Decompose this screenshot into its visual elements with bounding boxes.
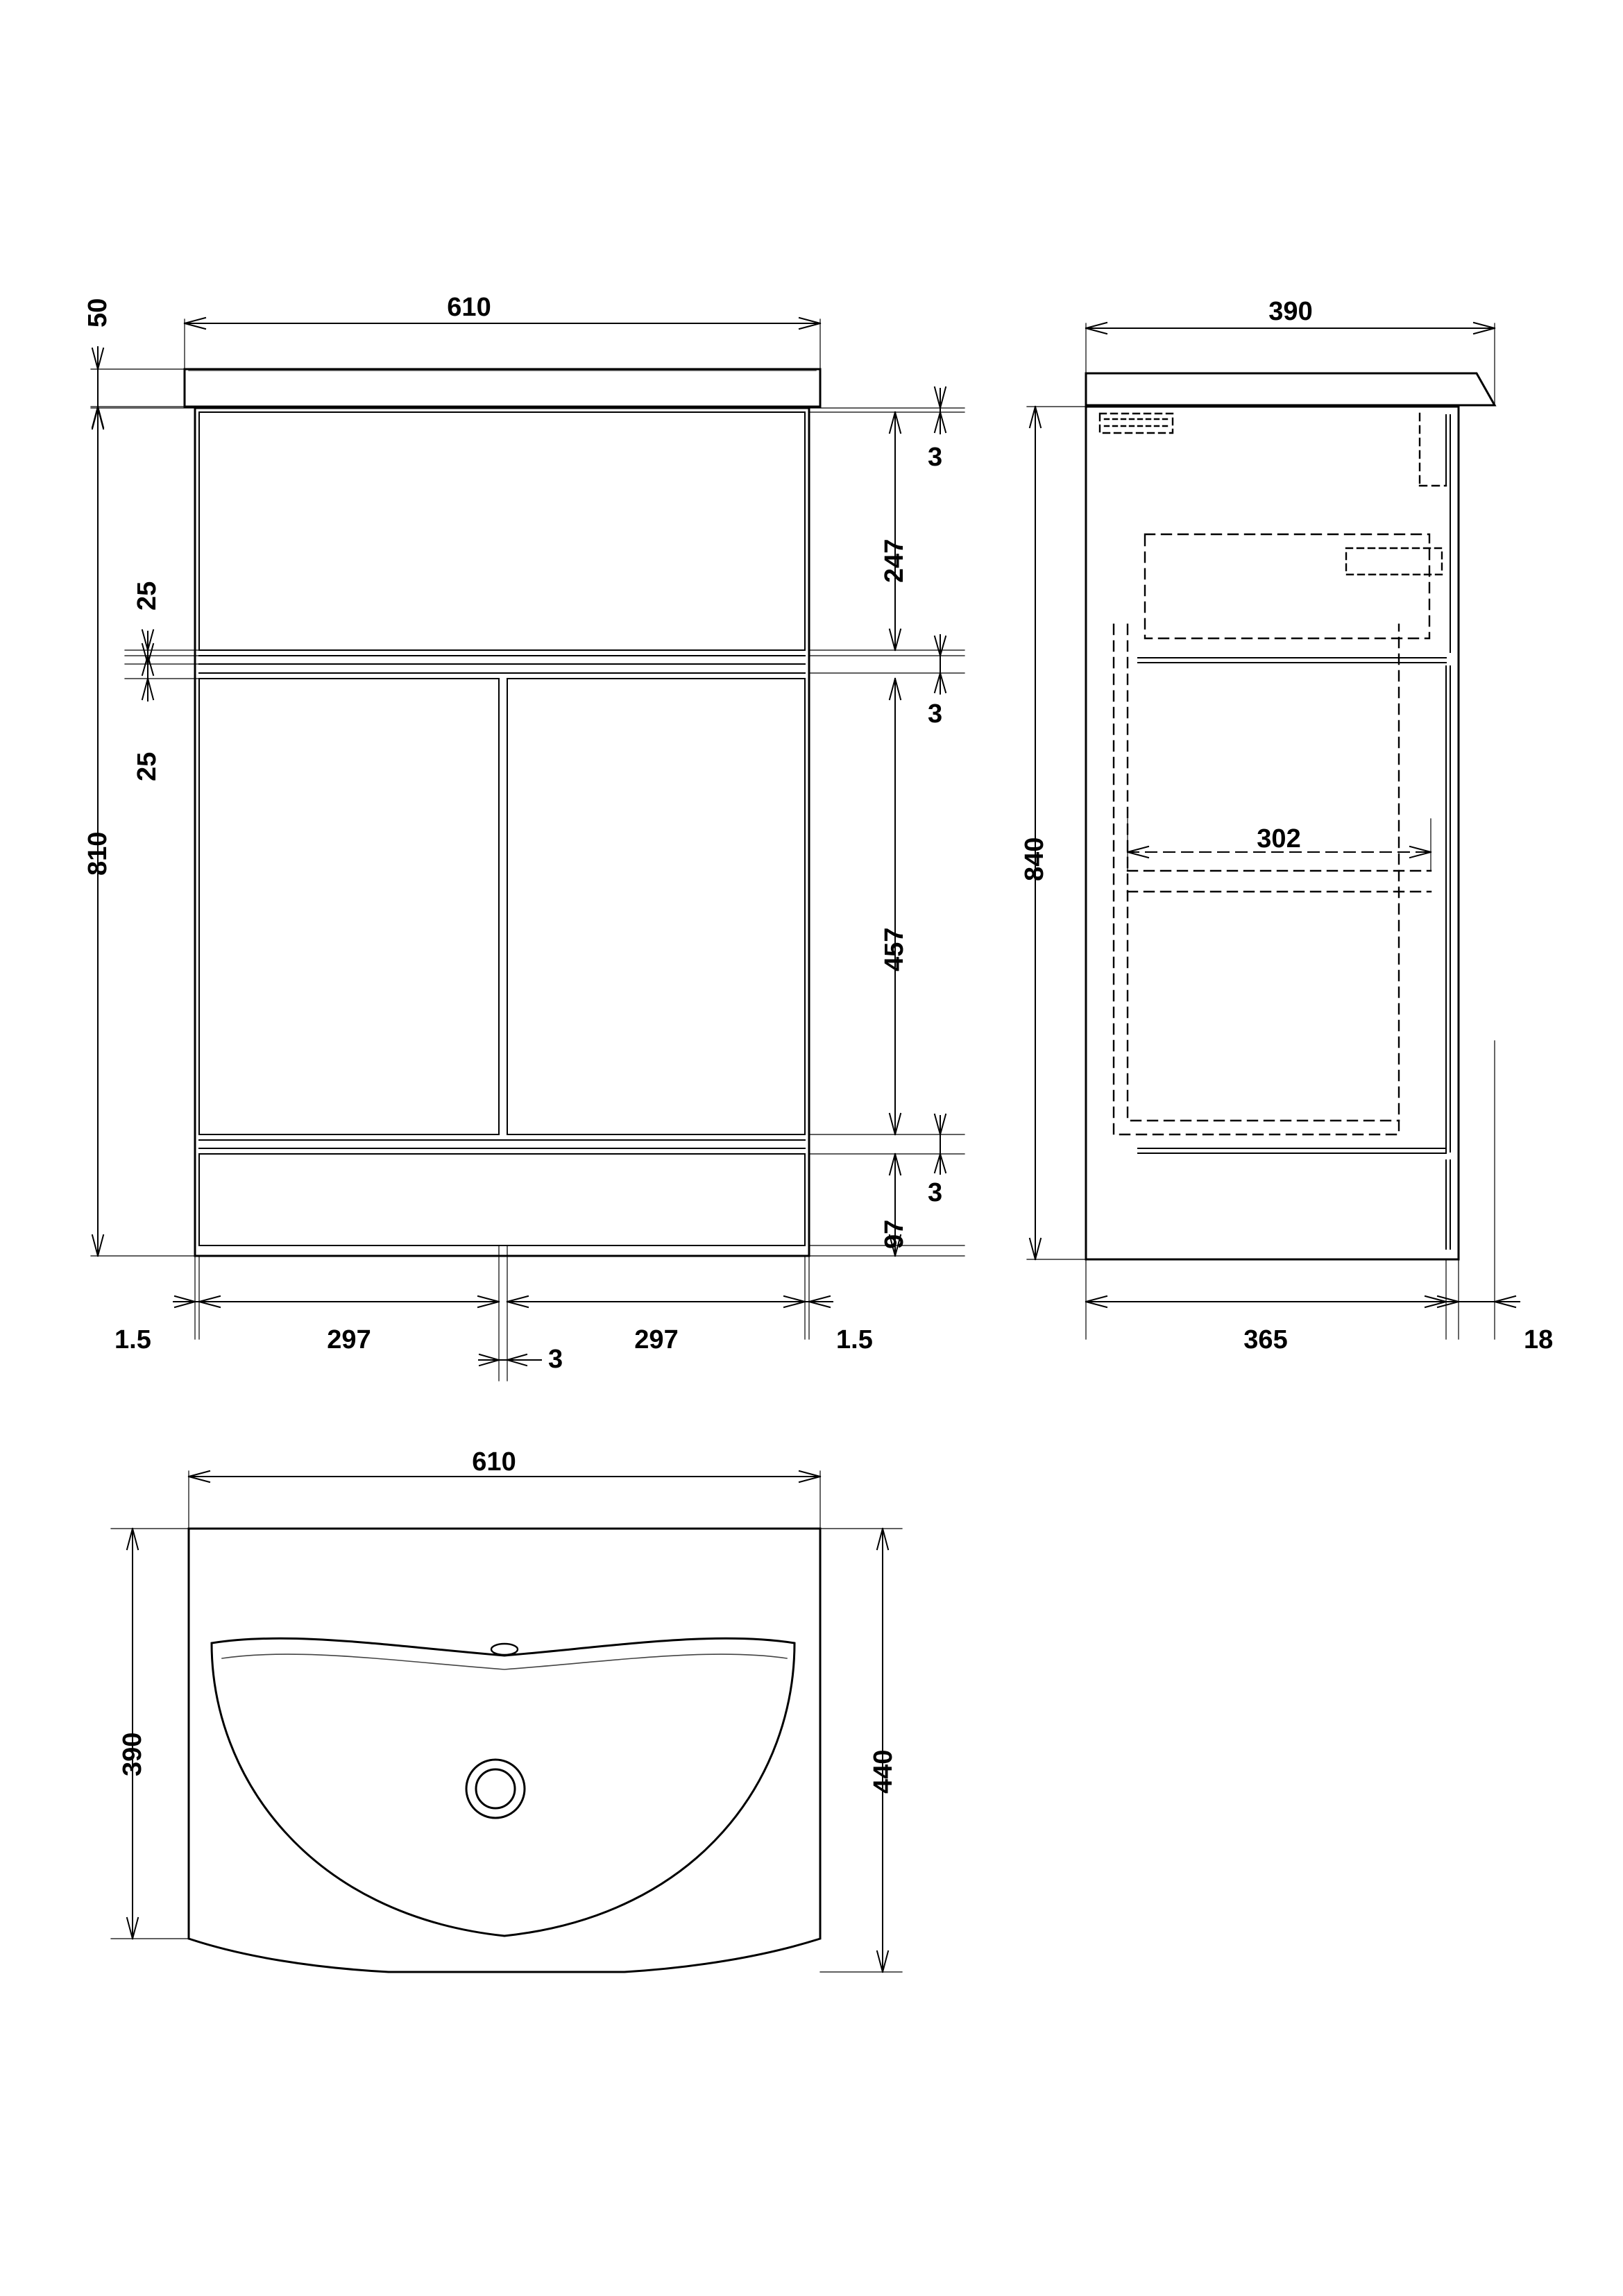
dim-front-width-610: 610 — [447, 293, 491, 322]
dim-front-door-left-297: 297 — [327, 1325, 371, 1354]
dim-side-carcass-365: 365 — [1243, 1325, 1288, 1354]
dim-basin-overall-440: 440 — [869, 1749, 898, 1794]
dim-side-inner-302: 302 — [1257, 824, 1301, 853]
dim-side-height-840: 840 — [1020, 837, 1049, 881]
dim-front-door-457: 457 — [880, 927, 909, 971]
dim-front-counter-50: 50 — [83, 298, 112, 328]
basin-plan-geometry — [189, 1529, 820, 1972]
dim-front-right-edge-1point5: 1.5 — [836, 1325, 873, 1354]
dim-front-gap2-3: 3 — [928, 699, 943, 729]
dim-front-door-gap-3: 3 — [548, 1345, 563, 1374]
dim-basin-bowl-390: 390 — [118, 1732, 147, 1776]
dim-front-gap-upper-25: 25 — [133, 581, 162, 611]
dim-front-door-right-297: 297 — [634, 1325, 679, 1354]
dim-side-overhang-18: 18 — [1524, 1325, 1554, 1354]
dim-front-gap3-3: 3 — [928, 1178, 943, 1207]
dim-front-gap-lower-25: 25 — [133, 751, 162, 781]
dim-side-depth-390: 390 — [1268, 297, 1313, 326]
side-elevation-geometry — [1086, 373, 1495, 1259]
dim-front-plinth-97: 97 — [880, 1219, 909, 1249]
dim-front-height-810: 810 — [83, 831, 112, 876]
dim-basin-width-610: 610 — [472, 1447, 516, 1477]
dim-front-drawer-247: 247 — [880, 538, 909, 583]
dim-front-gap1-3: 3 — [928, 443, 943, 472]
front-elevation-geometry — [185, 369, 820, 1256]
dim-front-left-edge-1point5: 1.5 — [114, 1325, 151, 1354]
